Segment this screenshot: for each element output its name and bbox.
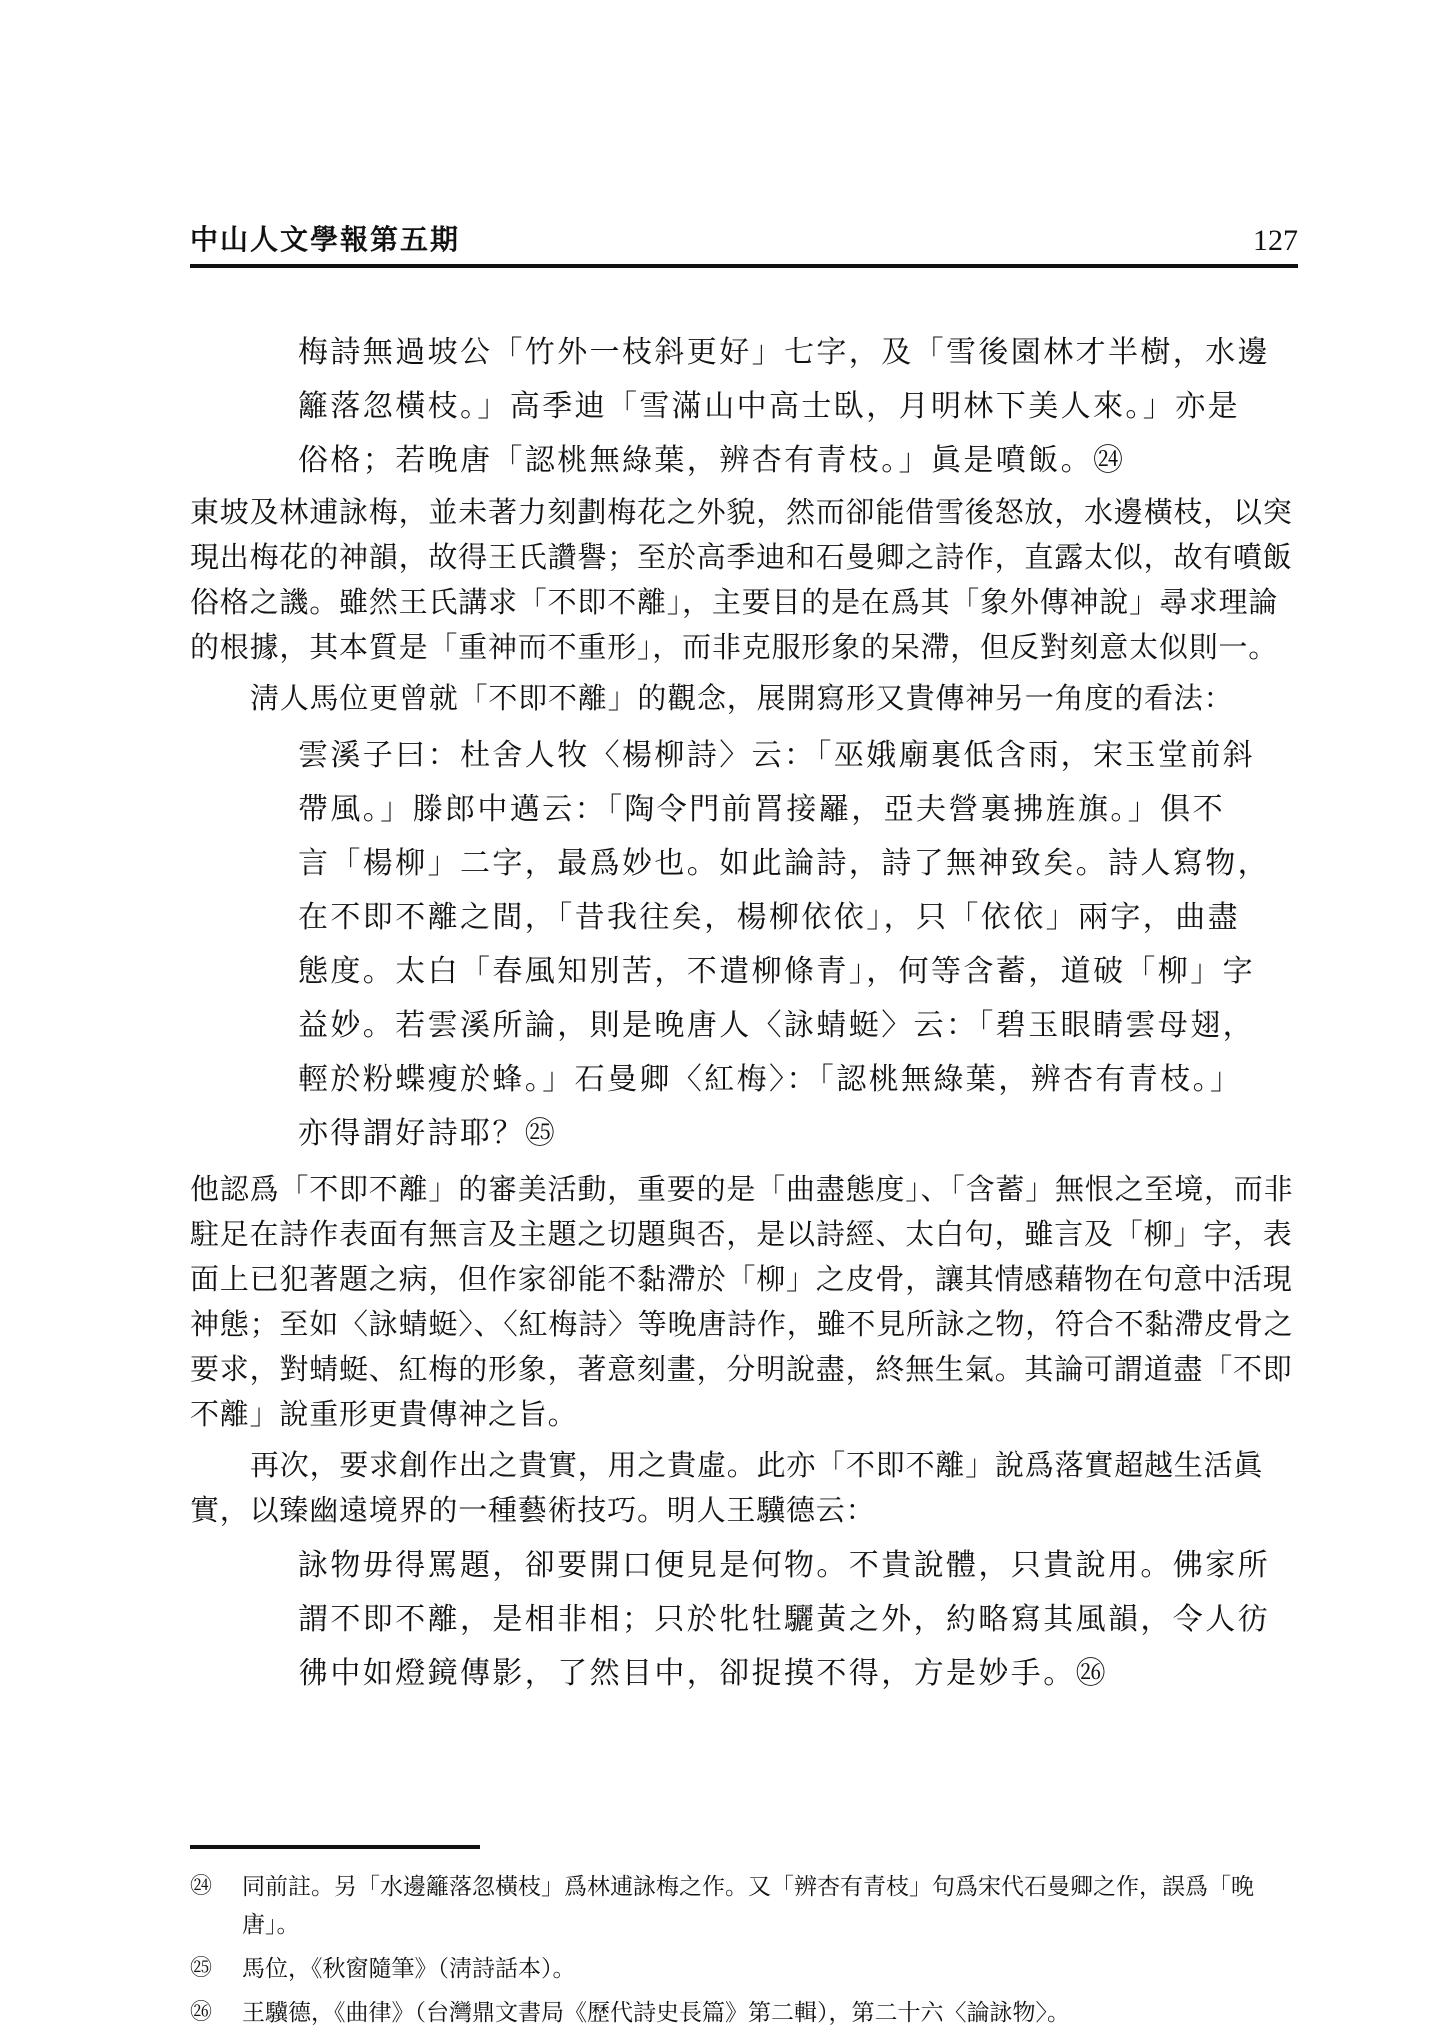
- footnote-text: 同前註。另「水邊籬落忽橫枝」爲林逋詠梅之作。又「辨杏有青枝」句爲宋代石曼卿之作，誤爲「晚唐」。: [242, 1874, 1254, 1938]
- footnote-marker: ㉖: [190, 2000, 213, 2025]
- paragraph-2: 淸人馬位更曾就「不即不離」的觀念，展開寫形又貴傳神另一角度的看法：: [250, 681, 1234, 715]
- block-quote-2: [298, 729, 1298, 1161]
- footnote-text: 王驥德，《曲律》（台灣鼎文書局《歷代詩史長篇》第二輯），第二十六〈論詠物〉。: [242, 2000, 1070, 2026]
- paragraph-4: 再次，要求創作出之貴實，用之貴虛。此亦「不即不離」說爲落實超越生活眞實，以臻幽遠境界的一種藝術技巧。明人王驥德云：: [190, 1448, 1264, 1527]
- paragraph-3: 他認爲「不即不離」的審美活動，重要的是「曲盡態度」、「含蓄」無恨之至境，而非駐足在詩作表面有無言及主題之切題與否，是以詩經、太白句，雖言及「柳」字，表面上已犯著題之病，但作家卻能不黏滯於「柳」之皮骨，讓其情感藉物在句意中活現神態；至如〈詠蜻蜓〉、〈紅梅詩〉等晚唐詩作，雖不見所詠之物，符合不黏滯皮骨之要求，對蜻蜓、紅梅的形象，著意刻畫，分明說盡，終無生氣。其論可謂道盡「不即不離」說重形更貴傳神之旨。: [190, 1172, 1294, 1431]
- quote-line: 彿中如燈鏡傳影，了然目中，卻捉摸不得，方是妙手。㉖: [298, 1656, 1108, 1691]
- block-quote-1: [298, 326, 1298, 488]
- footnotes: [190, 1868, 1298, 2038]
- quote-line: 益妙。若雲溪所論，則是晚唐人〈詠蜻蜓〉云：「碧玉眼睛雲母翅，: [298, 1008, 1255, 1043]
- footnote-24: [190, 1868, 1298, 1944]
- running-header: [190, 212, 1298, 268]
- footnote-25: [190, 1950, 1298, 1988]
- footnote-marker: ㉔: [190, 1874, 213, 1899]
- quote-line: 帶風。」滕郎中邁云：「陶令門前罥接䍦，亞夫營裏拂旌旗。」俱不: [298, 792, 1225, 827]
- quote-line: 謂不即不離，是相非相；只於牝牡驪黃之外，約略寫其風韻，令人彷: [298, 1602, 1270, 1637]
- footnote-divider: [190, 1845, 480, 1849]
- footnote-text: 馬位，《秋窗隨筆》（淸詩話本）。: [242, 1956, 576, 1982]
- quote-line: 俗格；若晚唐「認桃無綠葉，辨杏有青枝。」眞是噴飯。㉔: [298, 443, 1126, 478]
- quote-line: 在不即不離之間，「昔我往矣，楊柳依依」，只「依依」兩字，曲盡: [298, 900, 1240, 935]
- paragraph-1: 東坡及林逋詠梅，並未著力刻劃梅花之外貌，然而卻能借雪後怒放，水邊橫枝，以突現出梅花的神韻，故得王氏讚譽；至於高季迪和石曼卿之詩作，直露太似，故有噴飯俗格之譏。雖然王氏講求「不即不離」，主要目的是在爲其「象外傳神說」尋求理論的根據，其本質是「重神而不重形」，而非克服形象的呆滯，但反對刻意太似則一。: [190, 495, 1293, 664]
- footnote-marker: ㉕: [190, 1956, 213, 1981]
- quote-line: 雲溪子曰：杜舍人牧〈楊柳詩〉云：「巫娥廟裏低含雨，宋玉堂前斜: [298, 738, 1255, 773]
- quote-line: 言「楊柳」二字，最爲妙也。如此論詩，詩了無神致矣。詩人寫物，: [298, 846, 1270, 881]
- quote-line: 梅詩無過坡公「竹外一枝斜更好」七字，及「雪後園林才半樹，水邊: [298, 335, 1270, 370]
- quote-line: 籬落忽橫枝。」高季迪「雪滿山中高士臥，月明林下美人來。」亦是: [298, 389, 1240, 424]
- quote-line: 詠物毋得罵題，卻要開口便見是何物。不貴說體，只貴說用。佛家所: [298, 1548, 1270, 1583]
- quote-line: 輕於粉蝶瘦於蜂。」石曼卿〈紅梅〉：「認桃無綠葉，辨杏有青枝。」: [298, 1062, 1243, 1097]
- footnote-26: [190, 1994, 1298, 2032]
- quote-line: 態度。太白「春風知別苦，不遣柳條青」，何等含蓄，道破「柳」字: [298, 954, 1255, 989]
- block-quote-3: [298, 1539, 1298, 1701]
- page-number: 127: [1253, 224, 1298, 257]
- quote-line: 亦得謂好詩耶？㉕: [298, 1116, 558, 1151]
- main-text: [190, 326, 1298, 1701]
- journal-title: 中山人文學報第五期: [190, 223, 461, 256]
